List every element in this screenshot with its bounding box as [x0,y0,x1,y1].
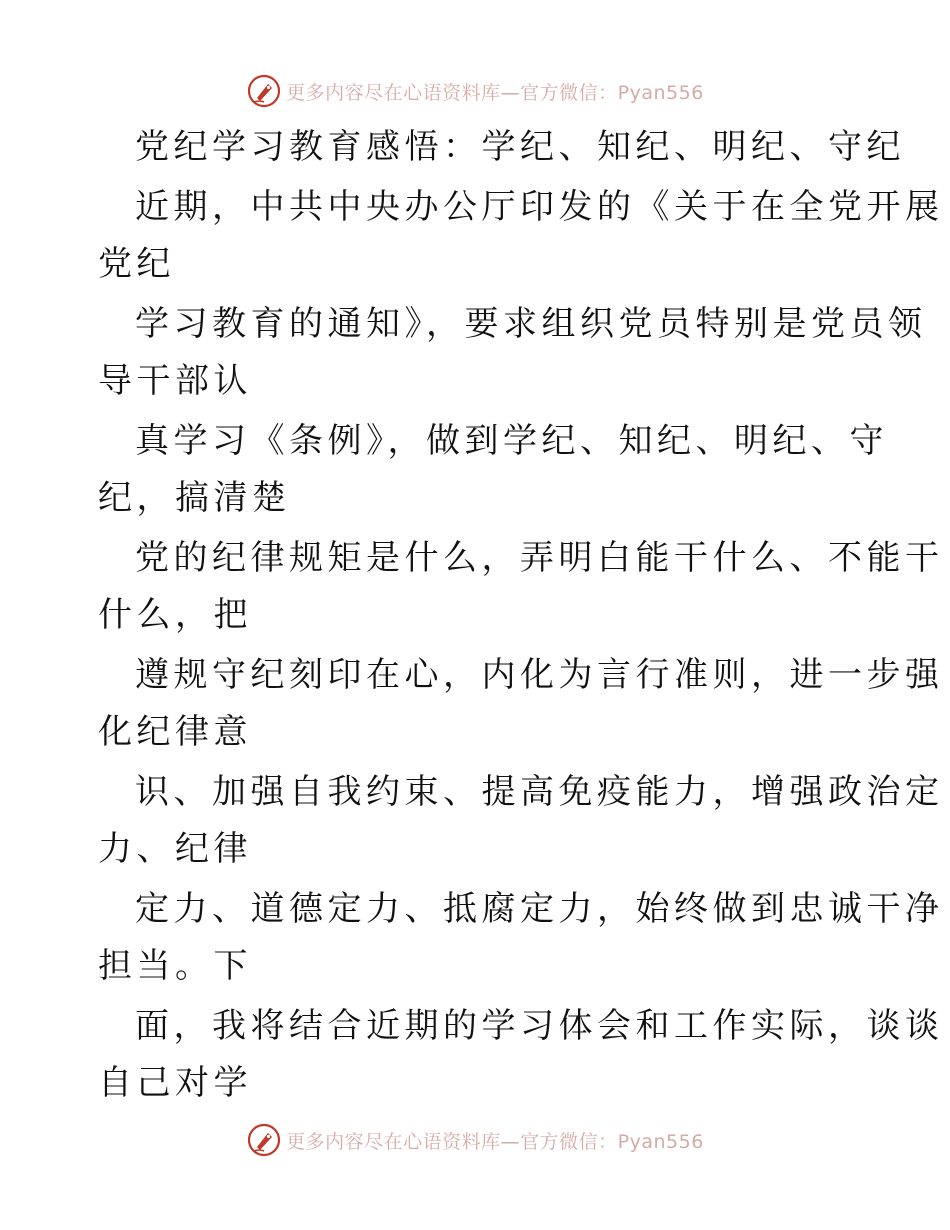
paragraph-line: 纪，搞清楚 [98,478,291,518]
banner-text [286,1127,704,1154]
paragraph-line: 自己对学 [98,1063,252,1103]
paragraph-line: 化纪律意 [98,712,252,752]
paragraph-line: 党的纪律规矩是什么，弄明白能干什么、不能干 [135,538,944,578]
pen-nib-logo-icon [246,1122,282,1158]
paragraph-line: 学习教育的通知》，要求组织党员特别是党员领 [135,304,927,344]
paragraph-line: 遵规守纪刻印在心，内化为言行准则，进一步强 [135,655,944,695]
document-title: 党纪学习教育感悟：学纪、知纪、明纪、守纪 [135,127,905,167]
banner-separator: — [500,1130,521,1153]
paragraph-line: 党纪 [98,244,175,284]
paragraph-line: 识、加强自我约束、提高免疫能力，增强政治定 [135,772,944,812]
banner-main-text: 更多内容尽在心语资料库 [286,1130,501,1153]
paragraph-line: 力、纪律 [98,829,252,869]
paragraph-line: 真学习《条例》，做到学纪、知纪、明纪、守 [135,421,888,461]
banner-wechat-text: 官方微信：Pyan556 [520,1130,704,1153]
banner-main-text: 更多内容尽在心语资料库 [286,81,501,104]
banner-wechat-text: 官方微信：Pyan556 [520,81,704,104]
banner-separator: — [500,81,521,104]
paragraph-line: 面，我将结合近期的学习体会和工作实际，谈谈 [135,1006,944,1046]
paragraph-line: 定力、道德定力、抵腐定力，始终做到忠诚干净 [135,889,944,929]
paragraph-line: 近期，中共中央办公厅印发的《关于在全党开展 [135,187,944,227]
footer-watermark-banner [0,1120,950,1160]
paragraph-line: 什么，把 [98,595,252,635]
paragraph-line: 导干部认 [98,361,252,401]
paragraph-line: 担当。下 [98,946,252,986]
